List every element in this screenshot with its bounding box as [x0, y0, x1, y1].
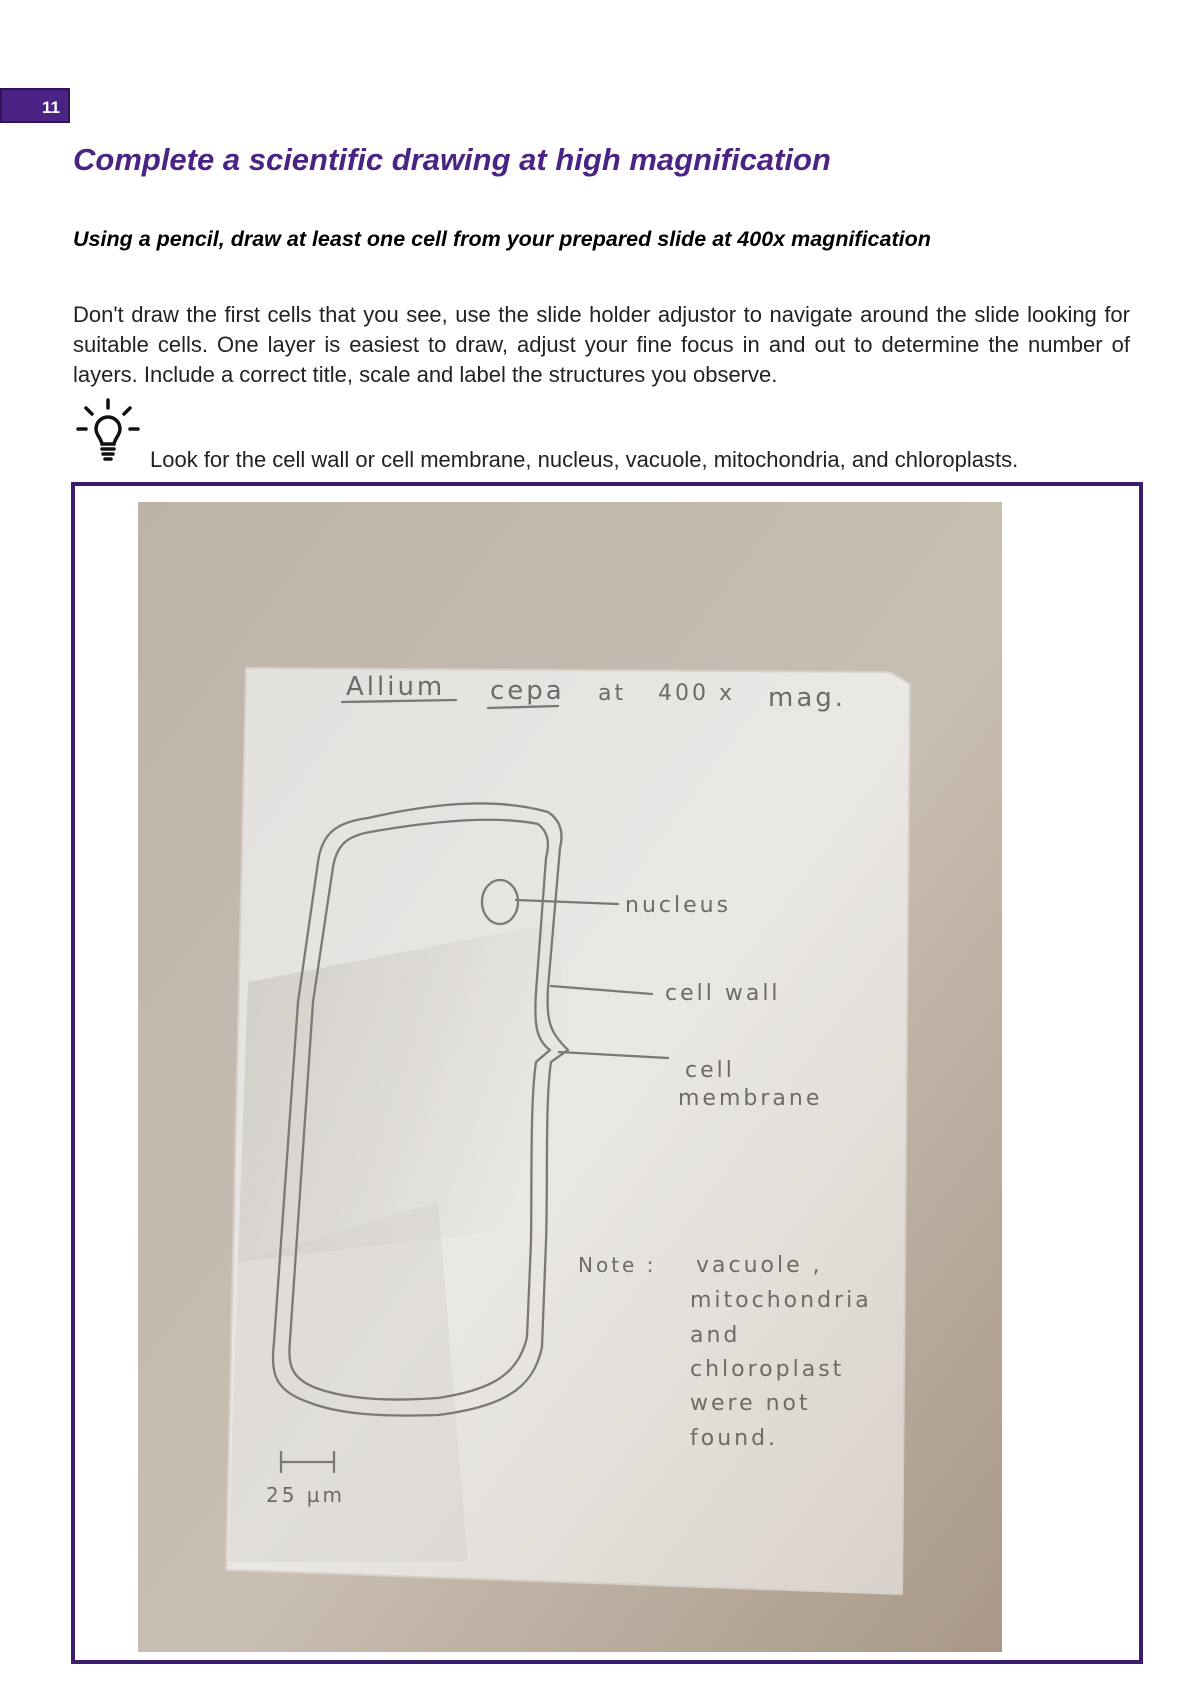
drawing-title-word-5: mag.	[768, 683, 847, 713]
scale-label: 25 µm	[266, 1483, 346, 1507]
lightbulb-icon	[76, 398, 140, 466]
page-number-tab	[0, 88, 70, 123]
tip-text: Look for the cell wall or cell membrane, nucleus, vacuole, mitochondria, and chloroplasts.	[150, 447, 1019, 472]
note-line-4: chloroplast	[690, 1357, 845, 1382]
page-number: 11	[42, 98, 60, 117]
page-subtitle: Using a pencil, draw at least one cell from your prepared slide at 400x magnification	[73, 227, 931, 251]
instructions-paragraph: Don't draw the first cells that you see, use the slide holder adjustor to navigate around the slide looking for suitable cells. One layer is easiest to draw, adjust your fine focus in and out to determine the number of layers. Include a correct title, scale and label the structures you observe.	[73, 302, 1130, 387]
note-line-3: and	[690, 1323, 741, 1348]
cell-membrane-label-line2: membrane	[678, 1086, 823, 1111]
page-title: Complete a scientific drawing at high magnification	[73, 142, 831, 177]
note-line-6: found.	[690, 1426, 779, 1451]
drawing-title-word-2: cepa	[490, 676, 565, 706]
drawing-title-word-4: 400 x	[658, 681, 736, 706]
drawing-title-word-1: Allium	[346, 672, 446, 702]
drawing-photo	[138, 502, 1002, 1652]
note-line-2: mitochondria	[690, 1288, 872, 1313]
note-line-5: were not	[690, 1391, 811, 1416]
nucleus-label: nucleus	[625, 893, 732, 918]
cell-wall-label: cell wall	[665, 981, 781, 1006]
note-prefix: Note :	[578, 1253, 657, 1277]
drawing-title-word-3: at	[598, 681, 627, 706]
cell-membrane-label-line1: cell	[685, 1058, 735, 1083]
note-line-1: vacuole ,	[696, 1253, 823, 1278]
